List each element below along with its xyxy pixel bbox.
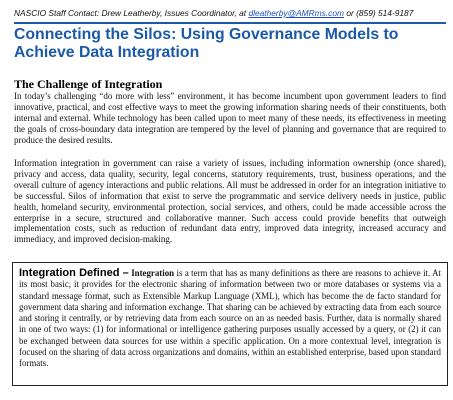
integration-term: Integration	[131, 268, 175, 278]
challenge-paragraph-2: Information integration in government can raise a variety of issues, including information ownership (once shared), privacy and access, data quality, security, legal concerns, statutory requirements, trust, business operations, and the overall culture of agency interactions and public relations. All must be addressed in order for an integration initiative to be successful. Silos of information that exist to serve the programmatic and service delivery needs in justice, public health, homeland security, environmental protection, social services, and others, could be made accessible across the enterprise in a secure, structured and collaborative manner. Such access could provide benefits that outweigh implementation costs, such as reduction of redundant data entry, improved data integrity, increased accuracy and immediacy, and improved decision-making.	[14, 158, 446, 245]
integration-defined-text	[19, 268, 441, 370]
contact-text: NASCIO Staff Contact: Drew Leatherby, Issues Coordinator, at	[14, 8, 249, 18]
contact-email-link[interactable]: dleatherby@AMRms.com	[248, 8, 344, 18]
document-title: Connecting the Silos: Using Governance Models to Achieve Data Integration	[14, 26, 399, 61]
integration-defined-heading: Integration Defined –	[19, 267, 129, 279]
staff-contact-line	[14, 8, 446, 18]
header-rule	[14, 22, 446, 24]
integration-defined-box	[12, 262, 448, 386]
contact-phone: or (859) 514-9187	[344, 8, 414, 18]
section-heading-challenge: The Challenge of Integration	[14, 77, 163, 91]
challenge-paragraph-1: In today’s challenging “do more with less” environment, it has become incumbent upon government leaders to find innovative, practical, and cost effective ways to meet the growing information sharing needs of their constituents, both internal and external. While technology has been called upon to meet many of these needs, its effectiveness in meeting the goals of cross-boundary data integration are tempered by the level of planning and governance that are required to produce the desired results.	[14, 91, 446, 145]
integration-definition-body: is a term that has as many definitions as there are reasons to achieve it. At its most basic, it provides for the electronic sharing of information between two or more databases or systems via a standard message format, such as Extensible Markup Language (XML), which has become the de facto standard for government data sharing and information exchange. That sharing can be achieved by extracting data from each source and storing it centrally, or by retrieving data from each source on an as needed basis. Further, data is normally shared in one of two ways: (1) for informational or intelligence gathering purposes usually accessed by a query, or (2) it can be exchanged between data sources for use within a specific application. On a more contextual level, integration is focused on the sharing of data across organizations and domains, within an established enterprise, based upon standard formats.	[19, 268, 442, 369]
